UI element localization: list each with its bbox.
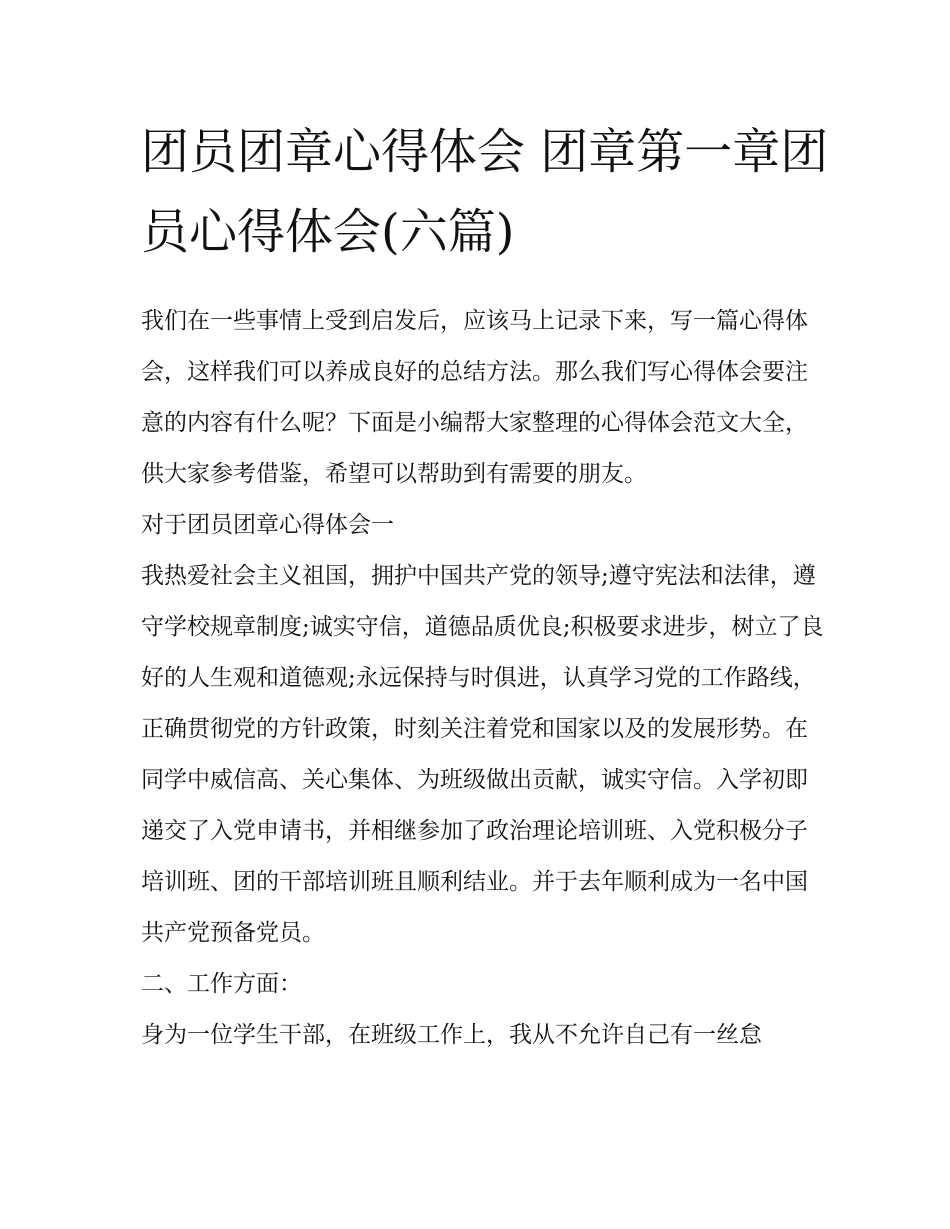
body-paragraph: 我热爱社会主义祖国，拥护中国共产党的领导;遵守宪法和法律，遵守学校规章制度;诚实守信，道德品质优良;积极要求进步，树立了良好的人生观和道德观;永远保持与时俱进，认真学习党的工作路线，正确贯彻党的方针政策，时刻关注着党和国家以及的发展形势。在同学中威信高、关心集体、为班级做出贡献，诚实守信。入学初即递交了入党申请书，并相继参加了政治理论培训班、入党积极分子培训班、团的干部培训班且顺利结业。并于去年顺利成为一名中国共产党预备党员。: [141, 563, 824, 946]
intro-paragraph: 我们在一些事情上受到启发后，应该马上记录下来，写一篇心得体会，这样我们可以养成良好的总结方法。那么我们写心得体会要注意的内容有什么呢？下面是小编帮大家整理的心得体会范文大全，供大家参考借鉴，希望可以帮助到有需要的朋友。: [141, 308, 808, 487]
document-title: 团员团章心得体会 团章第一章团员心得体会(六篇): [141, 124, 829, 260]
section-heading: 对于团员团章心得体会一: [141, 512, 394, 538]
section-heading: 二、工作方面：: [141, 971, 302, 997]
body-paragraph: 身为一位学生干部，在班级工作上，我从不允许自己有一丝怠: [141, 1022, 762, 1048]
document-body: [141, 296, 830, 1061]
